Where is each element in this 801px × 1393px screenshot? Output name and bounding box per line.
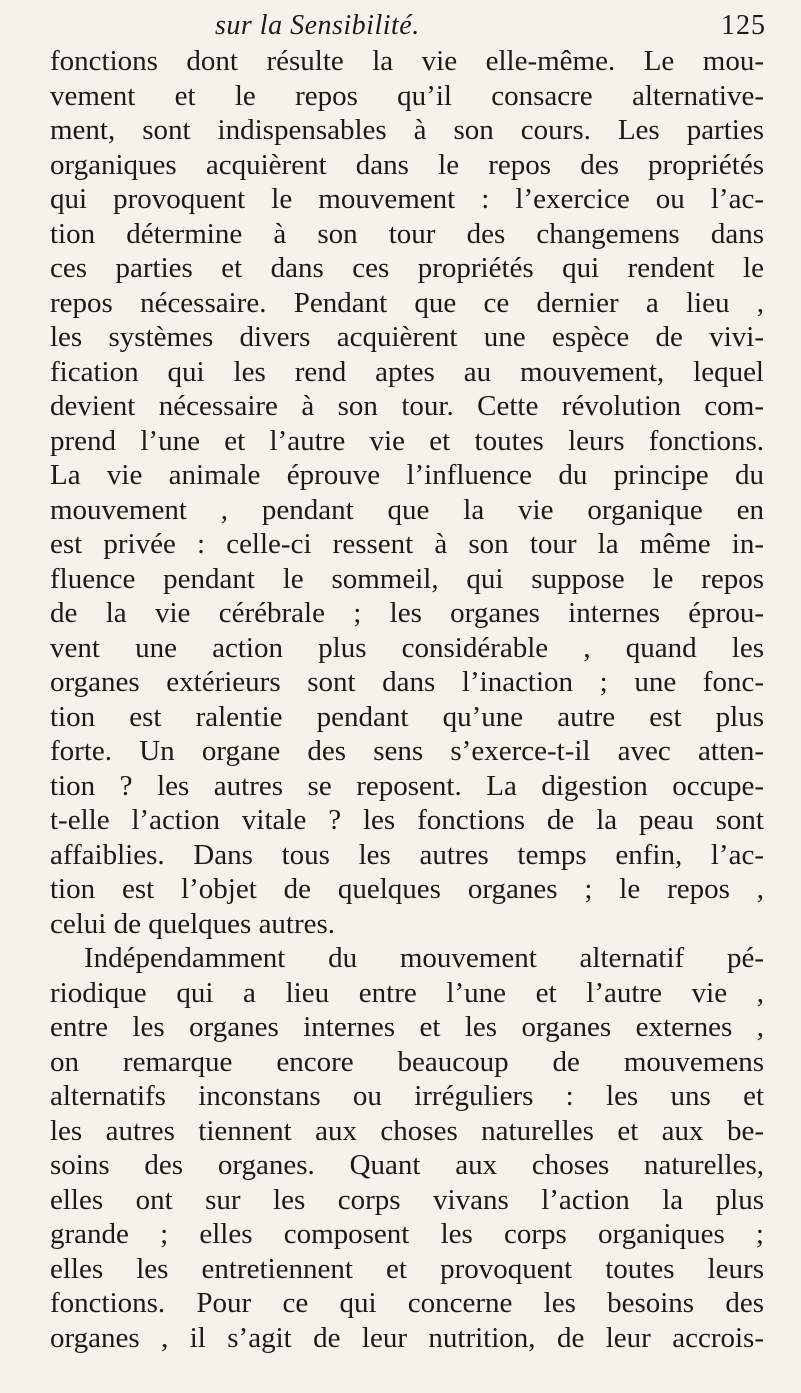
running-head (50, 6, 770, 46)
text-line: tion est ralentie pendant qu’une autre est plus (50, 700, 764, 733)
text-line: prend l’une et l’autre vie et toutes leurs fonctions. (50, 424, 764, 457)
text-line: organiques acquièrent dans le repos des propriétés (50, 148, 764, 181)
text-line: riodique qui a lieu entre l’une et l’autre vie , (50, 976, 764, 1009)
page-number: 125 (721, 10, 766, 41)
paragraph-start-line: Indépendamment du mouvement alternatif pé- (84, 942, 764, 974)
text-line: forte. Un organe des sens s’exerce-t-il avec atten- (50, 735, 764, 767)
text-line: entre les organes internes et les organes externes , (50, 1011, 764, 1043)
text-line: les autres tiennent aux choses naturelles et aux be- (50, 1114, 764, 1147)
text-line: organes , il s’agit de leur nutrition, de leur accrois- (50, 1321, 764, 1354)
running-title: sur la Sensibilité. (215, 10, 420, 41)
text-line: La vie animale éprouve l’influence du principe du (50, 459, 764, 491)
text-line: fonctions. Pour ce qui concerne les besoins des (50, 1287, 764, 1319)
text-line: tion détermine à son tour des changemens dans (50, 217, 764, 250)
text-line: elles les entretiennent et provoquent toutes leurs (50, 1252, 764, 1285)
text-line: ces parties et dans ces propriétés qui rendent le (50, 252, 764, 284)
text-line: tion ? les autres se reposent. La digestion occupe- (50, 769, 764, 802)
text-line: les systèmes divers acquièrent une espèce de vivi- (50, 321, 764, 353)
text-line: tion est l’objet de quelques organes ; le repos , (50, 873, 764, 905)
paragraph-end-line: celui de quelques autres. (50, 907, 336, 940)
text-line: fication qui les rend aptes au mouvement, lequel (50, 355, 764, 388)
text-line: affaiblies. Dans tous les autres temps enfin, l’ac- (50, 838, 764, 871)
text-line: ment, sont indispensables à son cours. Les parties (50, 114, 764, 146)
text-line: qui provoquent le mouvement : l’exercice ou l’ac- (50, 183, 764, 215)
text-line: t-elle l’action vitale ? les fonctions de la peau sont (50, 804, 764, 836)
text-line: elles ont sur les corps vivans l’action la plus (50, 1183, 764, 1216)
text-line: mouvement , pendant que la vie organique en (50, 493, 764, 526)
text-line: est privée : celle-ci ressent à son tour la même in- (50, 528, 764, 560)
text-line: fonctions dont résulte la vie elle-même. Le mou- (50, 45, 764, 77)
text-line: fluence pendant le sommeil, qui suppose le repos (50, 562, 764, 595)
text-line: alternatifs inconstans ou irréguliers : les uns et (50, 1080, 764, 1112)
text-line: grande ; elles composent les corps organiques ; (50, 1218, 764, 1250)
text-line: on remarque encore beaucoup de mouvemens (50, 1045, 764, 1078)
text-line: vent une action plus considérable , quand les (50, 631, 764, 664)
text-line: organes extérieurs sont dans l’inaction ; une fonc- (50, 666, 764, 698)
text-line: soins des organes. Quant aux choses naturelles, (50, 1149, 764, 1181)
text-line: de la vie cérébrale ; les organes internes éprou- (50, 597, 764, 629)
body-text (50, 44, 764, 1355)
text-line: repos nécessaire. Pendant que ce dernier a lieu , (50, 286, 764, 319)
text-line: devient nécessaire à son tour. Cette révolution com- (50, 390, 764, 422)
text-line: vement et le repos qu’il consacre alternative- (50, 79, 764, 112)
